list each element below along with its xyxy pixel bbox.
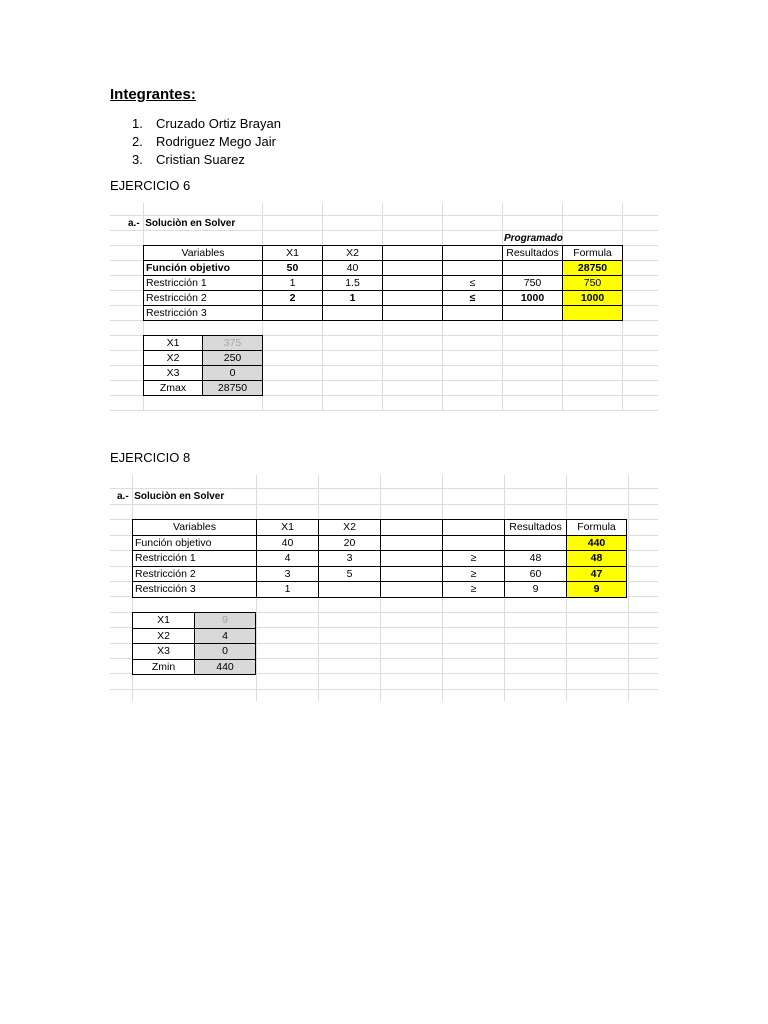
table-cell: ≥ [442, 581, 505, 598]
solver-caption: a.- Soluciòn en Solver [117, 491, 225, 502]
table-cell: 1000 [502, 290, 563, 306]
table-header-cell: Variables [143, 245, 263, 261]
member-number: 1. [132, 116, 143, 131]
member-item [110, 115, 281, 133]
solution-label: X3 [143, 365, 203, 381]
solution-value: 0 [194, 643, 256, 660]
solution-value: 375 [202, 335, 263, 351]
table-cell [382, 275, 443, 291]
solution-label: Zmax [143, 380, 203, 396]
table-cell: 750 [562, 275, 623, 291]
table-cell [322, 305, 383, 321]
table-header-cell: Resultados [502, 245, 563, 261]
members-heading: Integrantes: [110, 86, 196, 103]
table-cell: 50 [262, 260, 323, 276]
table-cell [442, 260, 503, 276]
table-cell: Función objetivo [132, 535, 257, 552]
table-cell: 1.5 [322, 275, 383, 291]
member-item [110, 133, 281, 151]
solution-label: X2 [143, 350, 203, 366]
table-cell: 47 [566, 566, 627, 583]
table-cell [382, 260, 443, 276]
solution-value: 440 [194, 659, 256, 676]
table-cell: Función objetivo [143, 260, 263, 276]
table-cell [380, 566, 443, 583]
table-cell [442, 535, 505, 552]
solver-caption: a.- Soluciòn en Solver [128, 218, 236, 229]
table-header-cell: Formula [562, 245, 623, 261]
solution-value: 250 [202, 350, 263, 366]
table-cell: Restricción 2 [132, 566, 257, 583]
table-cell: 1000 [562, 290, 623, 306]
table-cell: ≥ [442, 550, 505, 567]
solution-value: 4 [194, 628, 256, 645]
table-cell: 28750 [562, 260, 623, 276]
table-cell: Restricción 1 [132, 550, 257, 567]
table-cell: 2 [262, 290, 323, 306]
table-cell: 440 [566, 535, 627, 552]
exercise-6-title: EJERCICIO 6 [110, 178, 191, 193]
table-header-cell: Resultados [504, 519, 567, 536]
table-cell [382, 290, 443, 306]
table-cell [562, 305, 623, 321]
table-cell: ≥ [442, 566, 505, 583]
table-cell: 1 [262, 275, 323, 291]
table-cell: 3 [256, 566, 319, 583]
table-header-cell: X2 [318, 519, 381, 536]
table-cell: 9 [504, 581, 567, 598]
table-cell: Restricción 1 [143, 275, 263, 291]
table-cell [380, 535, 443, 552]
table-cell: 4 [256, 550, 319, 567]
table-cell [380, 581, 443, 598]
table-cell [380, 550, 443, 567]
table-cell [382, 305, 443, 321]
solution-label: X1 [132, 612, 195, 629]
table-cell: 60 [504, 566, 567, 583]
table-cell: 750 [502, 275, 563, 291]
table-cell: 9 [566, 581, 627, 598]
table-cell: 48 [566, 550, 627, 567]
exercise-8-sheet [110, 475, 658, 701]
member-item [110, 151, 281, 169]
solution-label: X1 [143, 335, 203, 351]
table-cell: Restricción 3 [132, 581, 257, 598]
exercise-6-sheet [110, 203, 658, 411]
member-name: Cristian Suarez [156, 152, 245, 167]
programado-label: Programado [504, 233, 563, 244]
exercise-8-title: EJERCICIO 8 [110, 450, 191, 465]
table-cell [442, 305, 503, 321]
table-cell [502, 260, 563, 276]
table-cell: 5 [318, 566, 381, 583]
table-cell [502, 305, 563, 321]
table-cell [318, 581, 381, 598]
table-cell: 40 [256, 535, 319, 552]
solution-label: X2 [132, 628, 195, 645]
solution-value: 28750 [202, 380, 263, 396]
table-cell [504, 535, 567, 552]
table-cell: Restricción 2 [143, 290, 263, 306]
member-number: 3. [132, 152, 143, 167]
solution-value: 0 [202, 365, 263, 381]
members-list [110, 115, 281, 169]
table-header-cell: Formula [566, 519, 627, 536]
table-header-cell: Variables [132, 519, 257, 536]
table-cell: 1 [322, 290, 383, 306]
table-header-cell [380, 519, 443, 536]
table-header-cell [442, 519, 505, 536]
solution-value: 9 [194, 612, 256, 629]
table-header-cell [442, 245, 503, 261]
table-cell: 20 [318, 535, 381, 552]
table-cell: 1 [256, 581, 319, 598]
solution-label: X3 [132, 643, 195, 660]
table-cell: ≤ [442, 290, 503, 306]
table-header-cell: X1 [262, 245, 323, 261]
table-cell: Restricción 3 [143, 305, 263, 321]
table-header-cell: X2 [322, 245, 383, 261]
table-header-cell: X1 [256, 519, 319, 536]
member-name: Rodriguez Mego Jair [156, 134, 276, 149]
solution-label: Zmin [132, 659, 195, 676]
table-cell: 48 [504, 550, 567, 567]
member-name: Cruzado Ortiz Brayan [156, 116, 281, 131]
table-cell: 40 [322, 260, 383, 276]
table-cell: ≤ [442, 275, 503, 291]
table-cell [262, 305, 323, 321]
member-number: 2. [132, 134, 143, 149]
table-header-cell [382, 245, 443, 261]
table-cell: 3 [318, 550, 381, 567]
